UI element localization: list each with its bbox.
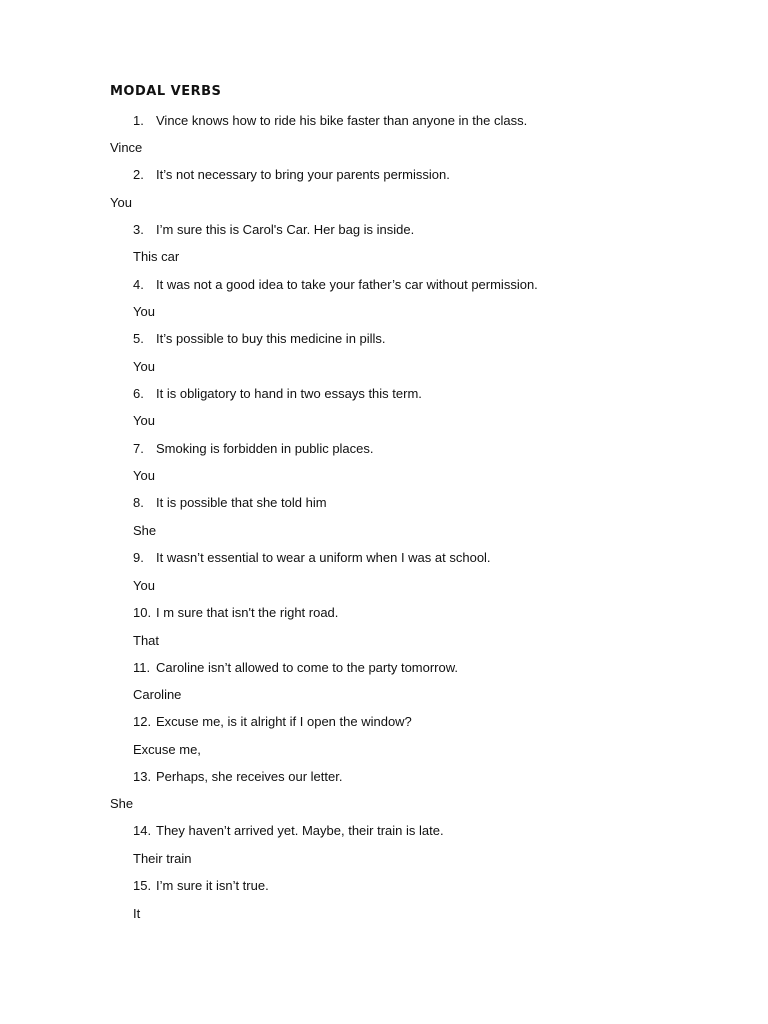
item-sentence: It is obligatory to hand in two essays this term. (156, 386, 422, 401)
item-sentence: Caroline isn’t allowed to come to the party tomorrow. (156, 660, 459, 675)
item-sentence: Excuse me, is it alright if I open the window? (156, 714, 412, 729)
item-sentence: Smoking is forbidden in public places. (156, 441, 374, 456)
item-number: 12. (133, 714, 152, 729)
item-number: 10. (133, 605, 152, 620)
item-sentence: I’m sure this is Carol's Car. Her bag is inside. (156, 222, 415, 237)
answer-prompt-15: It (133, 906, 141, 921)
answer-prompt-9: You (133, 578, 155, 593)
answer-prompt-13: She (110, 796, 134, 811)
item-number: 4. (133, 277, 144, 292)
item-sentence: Vince knows how to ride his bike faster than anyone in the class. (156, 113, 528, 128)
item-number: 15. (133, 878, 152, 893)
item-number: 11. (133, 660, 151, 675)
item-sentence: I m sure that isn't the right road. (156, 605, 339, 620)
item-number: 7. (133, 441, 144, 456)
answer-prompt-8: She (133, 523, 157, 538)
answer-prompt-3: This car (133, 249, 180, 264)
answer-prompt-2: You (110, 195, 132, 210)
item-sentence: It is possible that she told him (156, 495, 327, 510)
item-number: 2. (133, 167, 144, 182)
item-number: 1. (133, 113, 144, 128)
answer-prompt-14: Their train (133, 851, 192, 866)
item-number: 14. (133, 823, 152, 838)
answer-prompt-6: You (133, 413, 155, 428)
item-sentence: I’m sure it isn’t true. (156, 878, 269, 893)
item-sentence: Perhaps, she receives our letter. (156, 769, 343, 784)
answer-prompt-10: That (133, 633, 160, 648)
answer-prompt-1: Vince (110, 140, 143, 155)
answer-prompt-7: You (133, 468, 155, 483)
item-sentence: It wasn’t essential to wear a uniform when I was at school. (156, 550, 491, 565)
answer-prompt-4: You (133, 304, 155, 319)
item-sentence: It’s possible to buy this medicine in pills. (156, 331, 386, 346)
item-sentence: It’s not necessary to bring your parents permission. (156, 167, 450, 182)
answer-prompt-11: Caroline (133, 687, 182, 702)
item-number: 9. (133, 550, 144, 565)
item-number: 13. (133, 769, 152, 784)
item-number: 5. (133, 331, 144, 346)
item-number: 3. (133, 222, 144, 237)
answer-prompt-12: Excuse me, (133, 742, 201, 757)
item-number: 6. (133, 386, 144, 401)
item-sentence: It was not a good idea to take your father’s car without permission. (156, 277, 538, 292)
item-sentence: They haven’t arrived yet. Maybe, their train is late. (156, 823, 444, 838)
answer-prompt-5: You (133, 359, 155, 374)
item-number: 8. (133, 495, 144, 510)
page-title: MODAL VERBS (110, 84, 222, 99)
